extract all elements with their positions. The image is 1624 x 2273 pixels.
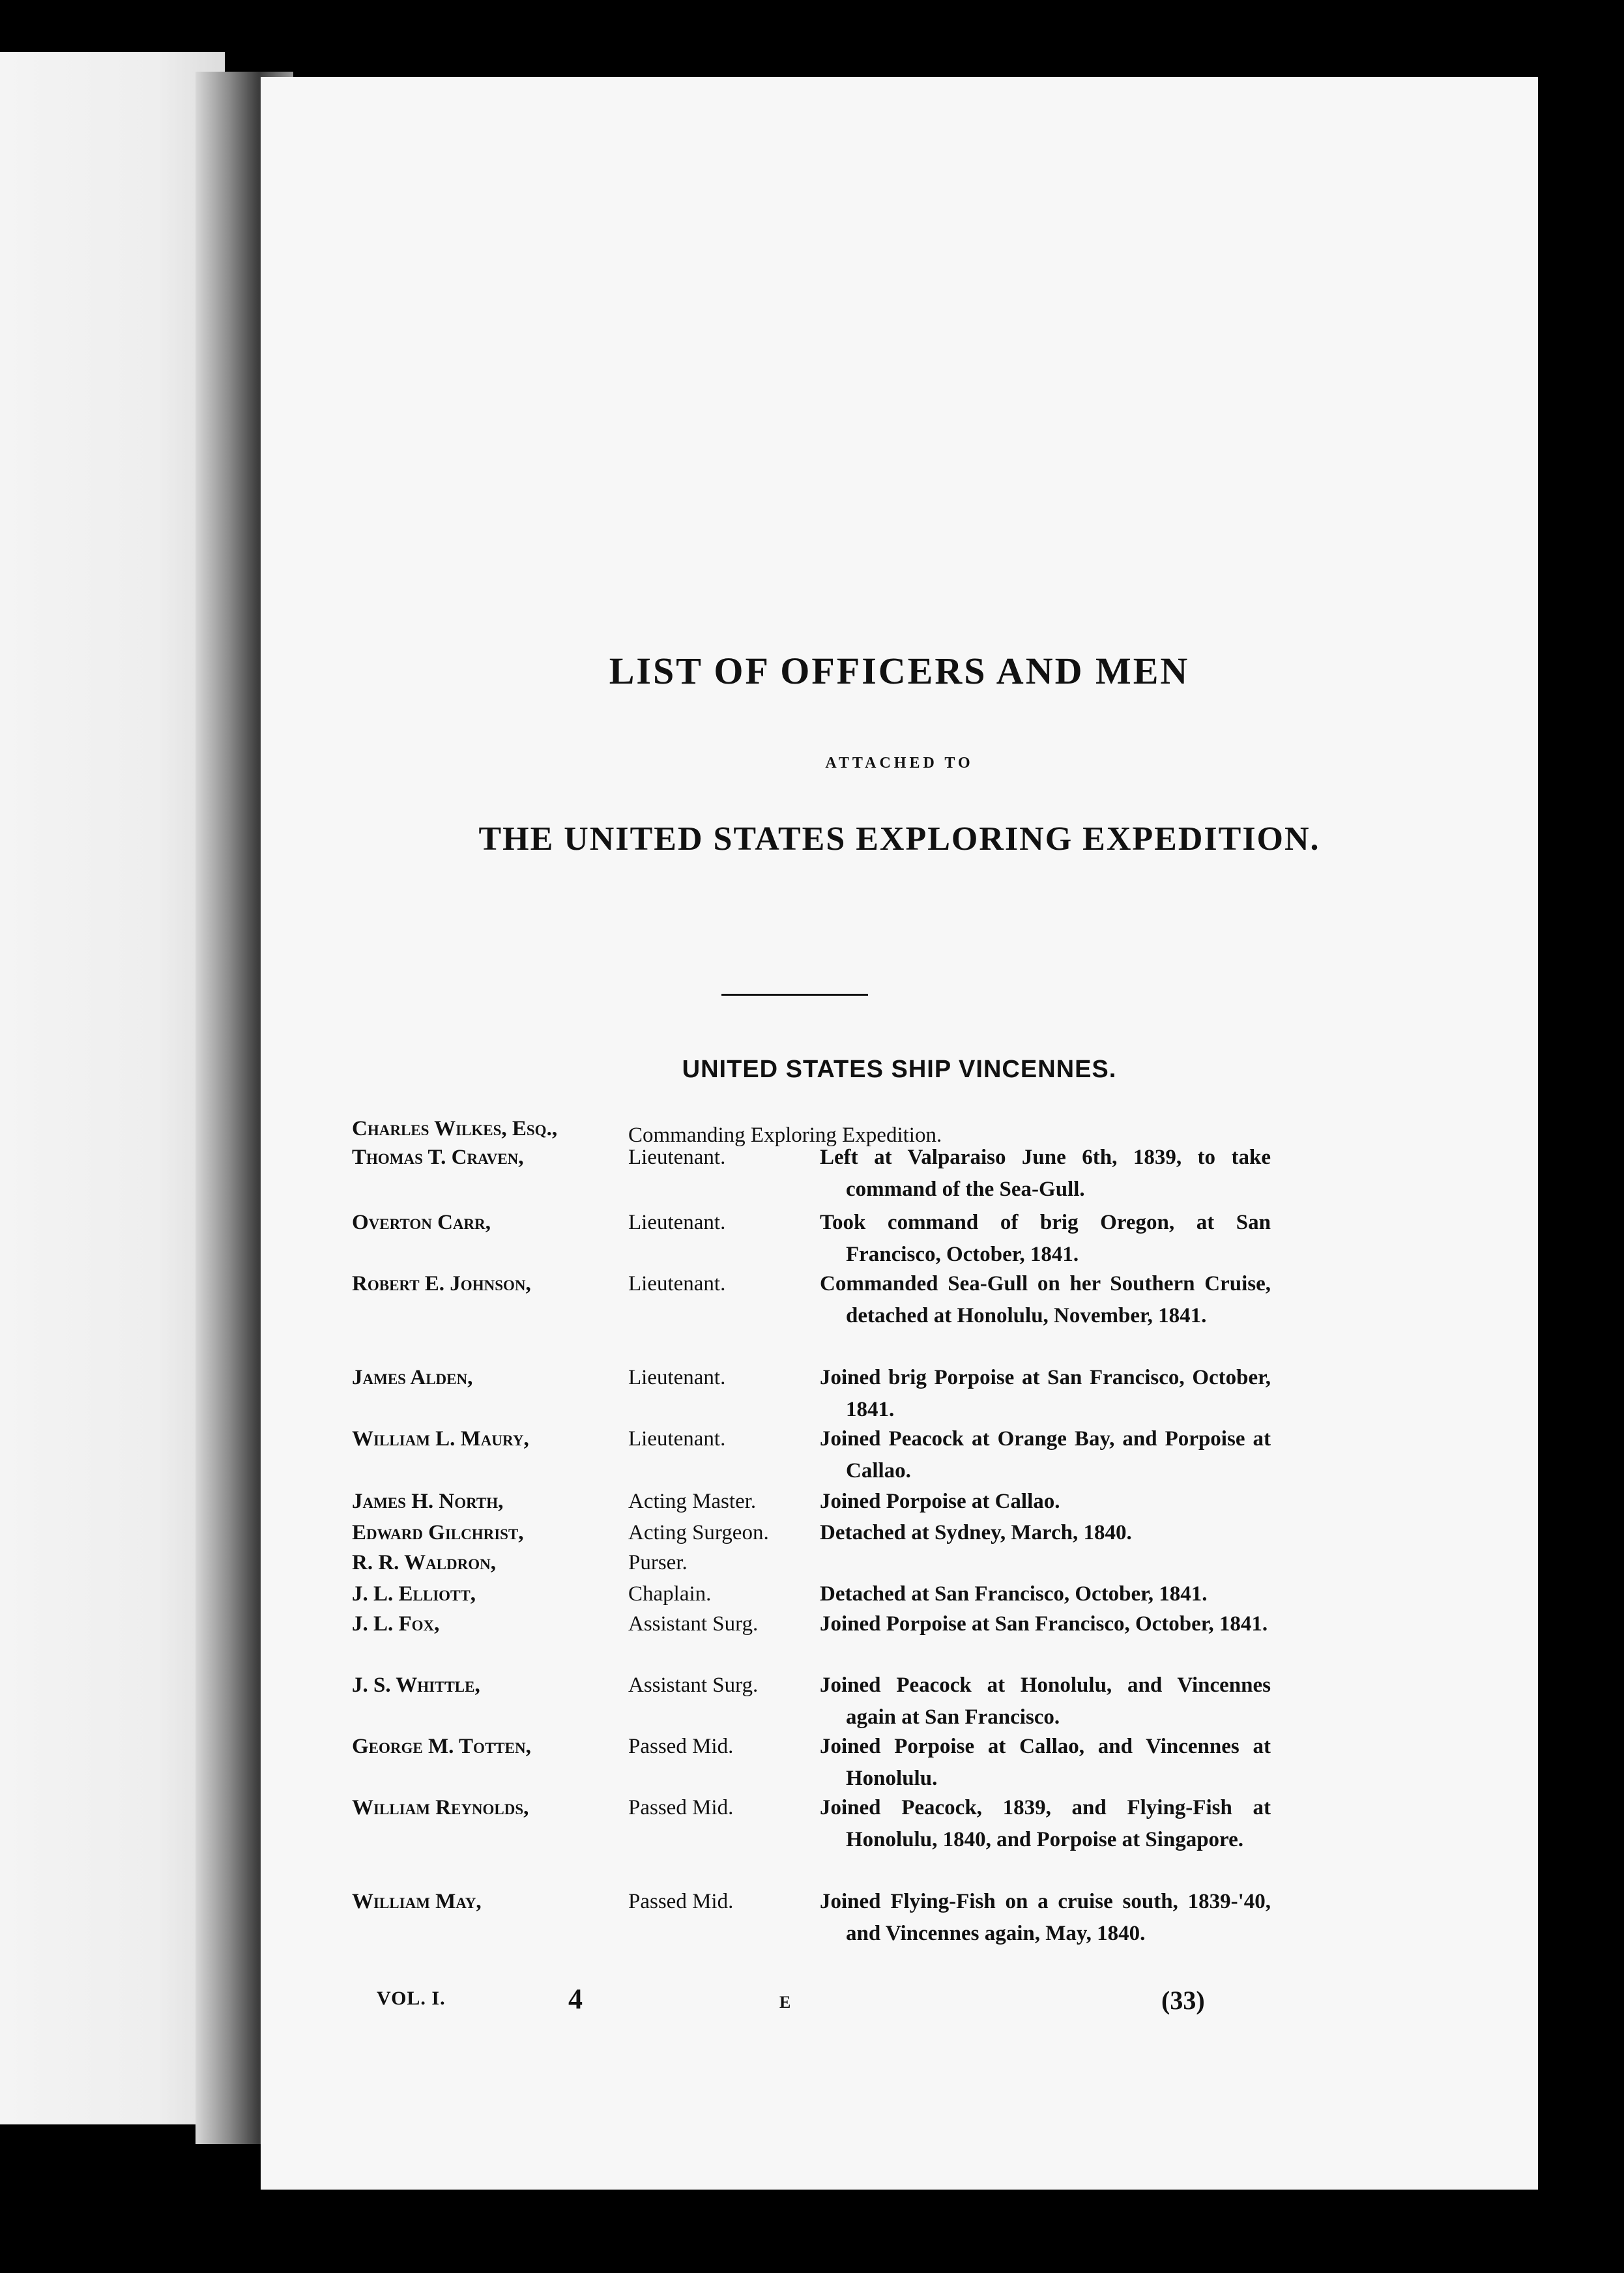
officer-name: James H. North, bbox=[352, 1490, 504, 1513]
page-number: (33) bbox=[1161, 1986, 1205, 2015]
officer-rank: Passed Mid. bbox=[628, 1890, 734, 1913]
facing-page bbox=[0, 52, 225, 2124]
officer-rank: Assistant Surg. bbox=[628, 1673, 759, 1697]
officer-note: Commanded Sea-Gull on her Southern Cruise, detached at Honolulu, November, 1841. bbox=[820, 1272, 1271, 1327]
volume-label: VOL. I. bbox=[377, 1988, 446, 2009]
officer-rank: Lieutenant. bbox=[628, 1366, 726, 1389]
officer-rank: Chaplain. bbox=[628, 1582, 712, 1606]
officer-note: Left at Valparaiso June 6th, 1839, to take command of the Sea-Gull. bbox=[820, 1146, 1271, 1201]
officer-note: Joined Peacock at Honolulu, and Vincennes again at San Francisco. bbox=[820, 1673, 1271, 1729]
page-title: LIST OF OFFICERS AND MEN bbox=[609, 650, 1190, 692]
officer-note: Detached at Sydney, March, 1840. bbox=[820, 1521, 1132, 1544]
officer-note: Joined Peacock at Orange Bay, and Porpoise at Callao. bbox=[820, 1427, 1271, 1483]
officer-name: William Reynolds, bbox=[352, 1796, 529, 1819]
officer-rank: Purser. bbox=[628, 1551, 688, 1574]
officer-rank: Acting Surgeon. bbox=[628, 1521, 769, 1544]
signature-mark: E bbox=[779, 1993, 791, 2012]
officer-note: Joined Porpoise at Callao, and Vincennes at Honolulu. bbox=[820, 1735, 1271, 1790]
officer-note: Joined brig Porpoise at San Francisco, October, 1841. bbox=[820, 1366, 1271, 1421]
ship-heading: UNITED STATES SHIP VINCENNES. bbox=[682, 1056, 1117, 1083]
expedition-title: THE UNITED STATES EXPLORING EXPEDITION. bbox=[478, 820, 1320, 858]
attached-to-line: ATTACHED TO bbox=[825, 755, 974, 772]
officer-rank: Passed Mid. bbox=[628, 1796, 734, 1819]
officer-note: Joined Porpoise at Callao. bbox=[820, 1490, 1060, 1513]
signature-number: 4 bbox=[568, 1983, 583, 2015]
officer-rank: Lieutenant. bbox=[628, 1272, 726, 1296]
officer-rank: Assistant Surg. bbox=[628, 1612, 759, 1636]
officer-name: Edward Gilchrist, bbox=[352, 1521, 524, 1544]
officer-name: Overton Carr, bbox=[352, 1211, 491, 1234]
officer-name: J. L. Fox, bbox=[352, 1612, 440, 1636]
officer-name: James Alden, bbox=[352, 1366, 473, 1389]
officer-name: Robert E. Johnson, bbox=[352, 1272, 531, 1296]
officer-rank: Lieutenant. bbox=[628, 1427, 726, 1451]
officer-rank: Lieutenant. bbox=[628, 1146, 726, 1169]
officer-name: William May, bbox=[352, 1890, 482, 1913]
officer-name: J. L. Elliott, bbox=[352, 1582, 476, 1606]
document-page bbox=[261, 77, 1538, 2190]
officer-rank: Acting Master. bbox=[628, 1490, 757, 1513]
officer-rank: Lieutenant. bbox=[628, 1211, 726, 1234]
section-divider bbox=[721, 994, 868, 996]
officer-name: William L. Maury, bbox=[352, 1427, 529, 1451]
officer-note: Joined Peacock, 1839, and Flying-Fish at Honolulu, 1840, and Porpoise at Singapore. bbox=[820, 1796, 1271, 1851]
officer-name: Thomas T. Craven, bbox=[352, 1146, 524, 1169]
officer-rank: Commanding Exploring Expedition. bbox=[628, 1123, 942, 1147]
officer-name: R. R. Waldron, bbox=[352, 1551, 496, 1574]
officer-note: Took command of brig Oregon, at San Francisco, October, 1841. bbox=[820, 1211, 1271, 1266]
officer-note: Joined Flying-Fish on a cruise south, 1839-'40, and Vincennes again, May, 1840. bbox=[820, 1890, 1271, 1945]
officer-note: Joined Porpoise at San Francisco, October, 1841. bbox=[820, 1612, 1268, 1636]
officer-rank: Passed Mid. bbox=[628, 1735, 734, 1758]
officer-name: Charles Wilkes, Esq., bbox=[352, 1117, 558, 1140]
officer-name: J. S. Whittle, bbox=[352, 1673, 480, 1697]
officer-note: Detached at San Francisco, October, 1841. bbox=[820, 1582, 1208, 1606]
officer-name: George M. Totten, bbox=[352, 1735, 531, 1758]
